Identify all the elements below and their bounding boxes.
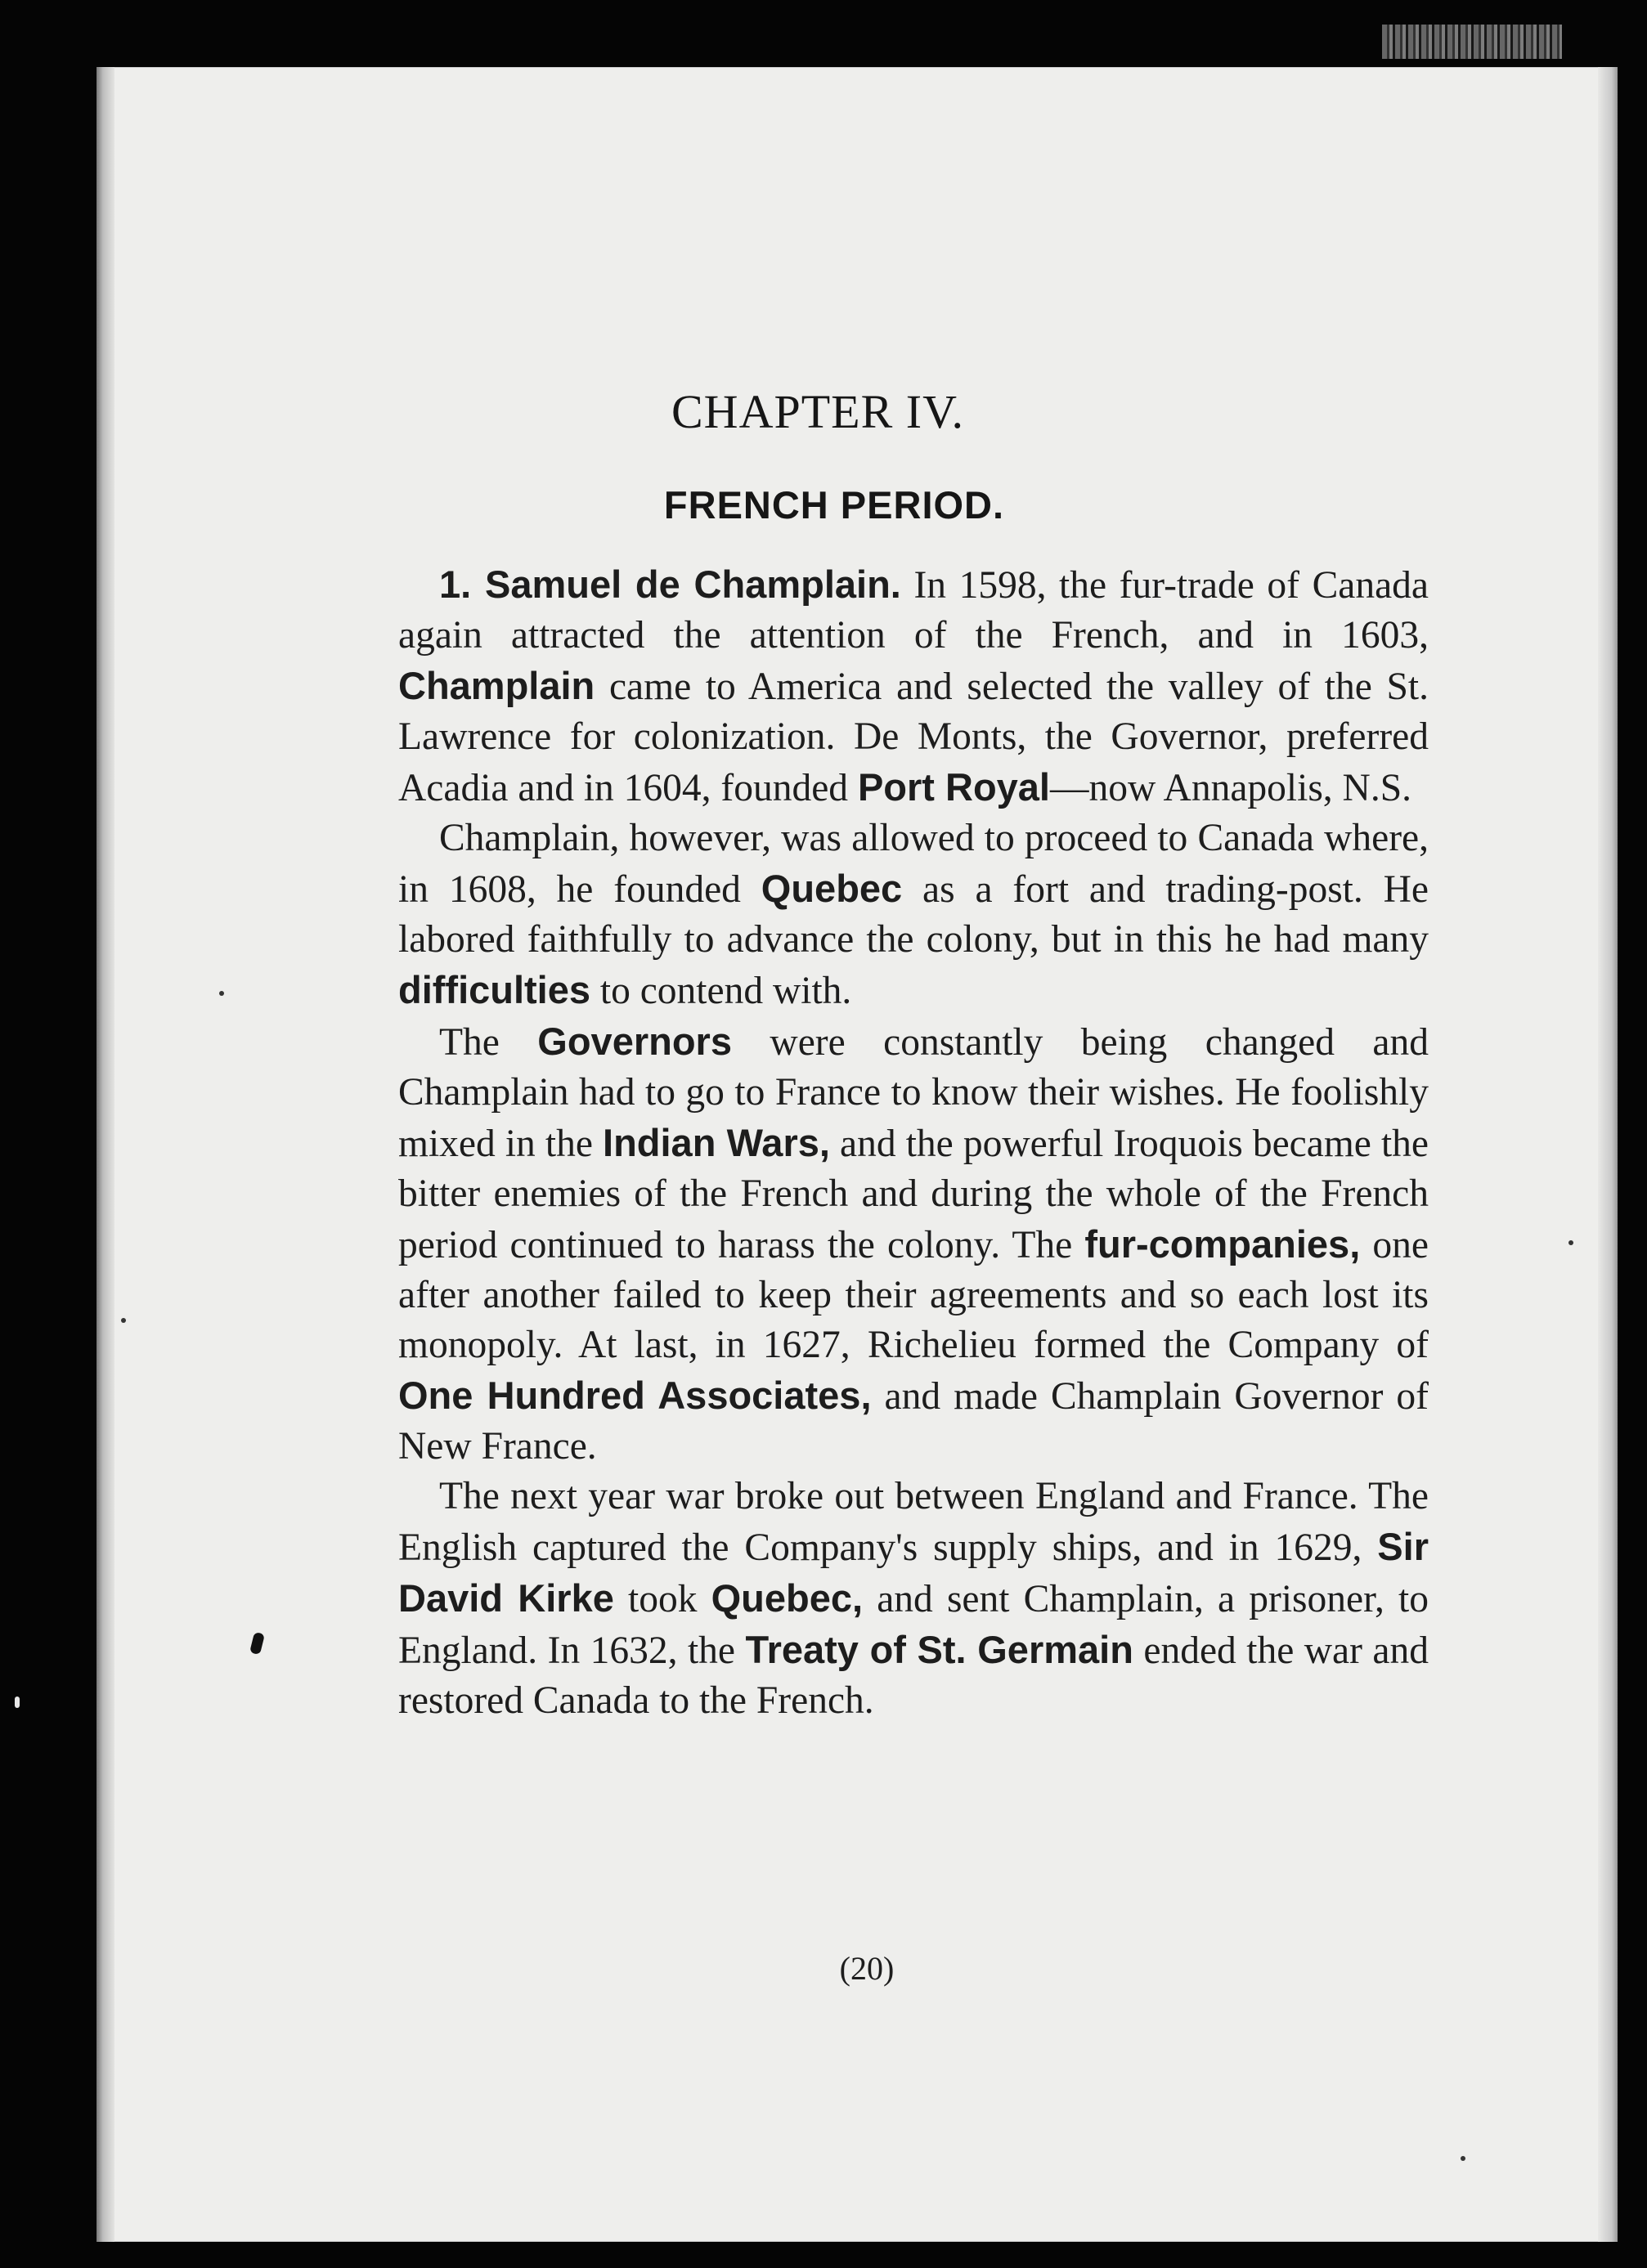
scan-speck [1568,1240,1573,1245]
highlight-term: Indian Wars, [603,1121,830,1164]
paragraph-1 [398,559,1429,814]
highlight-term: Port Royal [857,765,1050,809]
highlight-term: Treaty of St. Germain [745,1628,1133,1671]
text-run: ended the war and restored Canada to the French. [398,1629,1429,1722]
scan-speck [121,1318,126,1323]
scan-speck [1461,2156,1465,2161]
text-run: to contend with. [590,970,852,1012]
page-right-edge [1598,67,1618,2242]
highlight-term: fur-companies, [1084,1222,1361,1266]
text-run: one after another failed to keep their agreements and so each lost its monopoly. At last, in 1627, Richelieu formed the Company of [398,1224,1429,1366]
scan-speck [219,991,224,996]
text-run: Champlain, however, was allowed to proceed to Canada where, in 1608, he founded [398,817,1429,911]
text-run: and made Champlain Governor of New France. [398,1375,1429,1468]
text-run: were constantly being changed and Champlain had to go to France to know their wishes. He foolishly mixed in the [398,1021,1429,1165]
text-run: and sent Champlain, a prisoner, to England. In 1632, the [398,1578,1429,1672]
ink-blot-mark [249,1632,265,1655]
page-number: (20) [839,1950,895,1987]
highlight-term: Sir David Kirke [398,1525,1429,1620]
text-run: took [613,1578,711,1620]
highlight-term: One Hundred Associates, [398,1374,872,1417]
body-text [398,559,1429,1726]
chapter-title: CHAPTER IV. [671,385,964,438]
page-binding-edge [96,67,114,2242]
highlight-term: difficulties [398,968,591,1011]
section-number: 1. [439,563,485,606]
highlight-term: Quebec [761,867,903,910]
text-run: came to America and selected the valley of the St. Lawrence for colonization. De Monts, the Governor, preferred Acadia and in 1604, founded [398,666,1429,809]
text-run: as a fort and trading-post. He labored faithfully to advance the colony, but in this he had many [398,868,1429,961]
paragraph-2 [398,814,1429,1016]
text-run: The next year war broke out between England and France. The English captured the Company's supply ships, and in 1629, [398,1475,1429,1569]
highlight-term: Governors [537,1020,732,1063]
paragraph-4 [398,1472,1429,1726]
text-run: The [439,1021,538,1064]
highlight-term: Quebec, [711,1576,864,1620]
paragraph-3 [398,1016,1429,1472]
section-heading: Samuel de Champlain. [484,563,901,606]
scan-speck [15,1697,20,1708]
section-title: FRENCH PERIOD. [663,483,1005,527]
text-run: and the powerful Iroquois became the bitter enemies of the French and during the whole of the French period continued to harass the colony. The [398,1123,1429,1266]
text-run: —now Annapolis, N.S. [1049,767,1412,809]
scanner-label-strip [1382,25,1562,59]
text-run: In 1598, the fur-trade of Canada again attracted the attention of the French, and in 1603, [398,564,1429,657]
highlight-term: Champlain [398,664,595,707]
